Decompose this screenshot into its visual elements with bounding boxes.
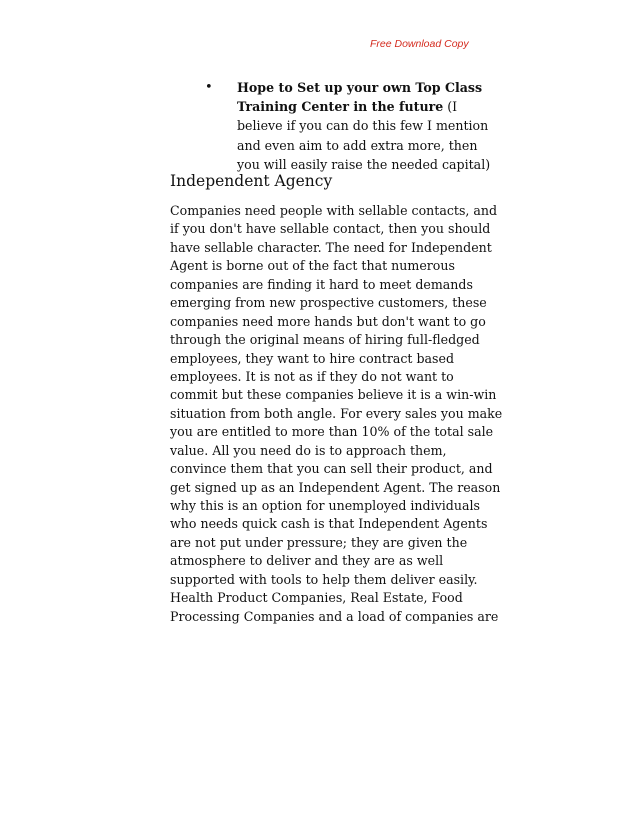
body-text-line: Agent is borne out of the fact that numerous: [170, 258, 455, 274]
body-text-line: companies need more hands but don't want to go: [170, 313, 486, 329]
body-text-line: who needs quick cash is that Independent Agents: [170, 516, 488, 532]
body-text-line: employees. It is not as if they do not want to: [170, 368, 454, 384]
header-watermark-note: Free Download Copy: [370, 38, 469, 50]
body-text-line: Companies need people with sellable contacts, and: [170, 203, 498, 218]
body-text-line: atmosphere to deliver and they are as well: [170, 553, 444, 569]
body-text-line: why this is an option for unemployed individuals: [170, 498, 480, 513]
bullet-normal-text: (I believe if you can do this few I mention and even aim to add extra more, then you will easily raise the needed capital): [237, 99, 491, 172]
body-text-line: value. All you need do is to approach them,: [170, 442, 447, 458]
body-text-line: Processing Companies and a load of companies are: [170, 608, 499, 624]
section-body-paragraph: [170, 202, 503, 626]
bullet-marker: •: [205, 80, 213, 95]
body-text-line: are not put under pressure; they are given the: [170, 534, 468, 550]
body-text-line: emerging from new prospective customers, these: [170, 295, 487, 311]
body-text-line: through the original means of hiring full-fledged: [170, 332, 480, 348]
body-text-line: have sellable character. The need for Independent: [170, 239, 492, 255]
bullet-bold-text: Hope to Set up your own Top Class Training Center in the future: [237, 80, 483, 115]
body-text-line: supported with tools to help them deliver easily.: [170, 571, 478, 587]
bullet-text: [237, 78, 492, 174]
body-text-line: situation from both angle. For every sales you make: [170, 405, 503, 421]
body-text-line: Health Product Companies, Real Estate, Food: [170, 590, 463, 606]
body-text-line: you are entitled to more than 10% of the total sale: [170, 424, 494, 440]
body-text-line: commit but these companies believe it is a win-win: [170, 387, 497, 403]
body-text-line: employees, they want to hire contract based: [170, 350, 455, 366]
body-text-line: companies are finding it hard to meet demands: [170, 276, 473, 292]
body-text-line: if you don't have sellable contact, then you should: [170, 221, 491, 237]
body-text-line: get signed up as an Independent Agent. The reason: [170, 479, 501, 495]
section-heading: Independent Agency: [170, 172, 333, 190]
body-text-line: convince them that you can sell their product, and: [170, 461, 493, 477]
